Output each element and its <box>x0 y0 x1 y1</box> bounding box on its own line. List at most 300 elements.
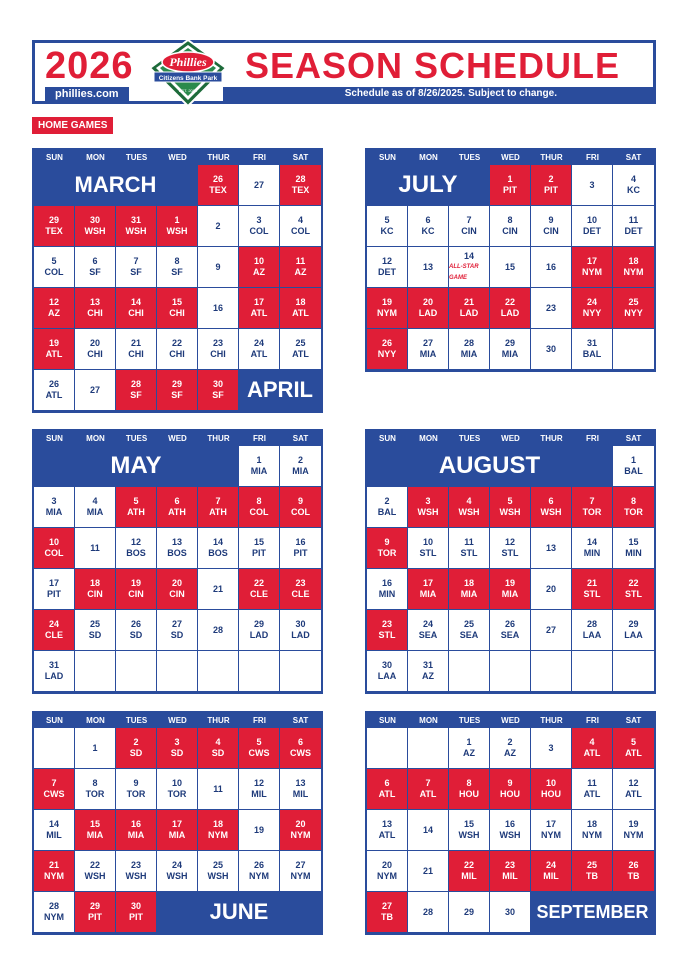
weekday-label: SAT <box>625 153 642 162</box>
calendar-aug <box>365 429 656 694</box>
weekday-label: TUES <box>458 153 481 162</box>
day-number: 6 <box>297 737 303 747</box>
day-cell <box>157 528 198 569</box>
month-label: MAY <box>34 446 238 486</box>
weekday-label: SAT <box>625 434 642 443</box>
home-game-cell <box>280 165 321 206</box>
day-cell <box>239 446 280 487</box>
opponent: LAD <box>500 308 520 318</box>
opponent: BAL <box>624 466 643 476</box>
day-number: 3 <box>174 737 180 747</box>
home-game-cell <box>157 569 198 610</box>
weekday-label: MON <box>86 434 105 443</box>
opponent: ATL <box>419 789 437 799</box>
weekday-label: SUN <box>379 153 396 162</box>
opponent: ATH <box>127 507 145 517</box>
home-game-cell <box>157 370 198 411</box>
day-cell <box>367 810 408 851</box>
day-number: 11 <box>587 778 597 788</box>
opponent: LAD <box>44 671 64 681</box>
opponent: TOR <box>167 789 187 799</box>
opponent: MIA <box>501 349 519 359</box>
opponent: NYM <box>44 912 64 922</box>
day-number: 5 <box>51 256 57 266</box>
day-number: 2 <box>133 737 139 747</box>
day-number: 23 <box>381 619 392 629</box>
day-number: 9 <box>548 215 554 225</box>
weekday-label: MON <box>86 153 105 162</box>
opponent: SF <box>212 390 224 400</box>
calendar-mar-apr <box>32 148 323 413</box>
opponent: NYM <box>623 830 644 840</box>
day-number: 27 <box>171 619 182 629</box>
opponent: MIA <box>419 589 437 599</box>
home-games-legend: HOME GAMES <box>32 117 113 134</box>
calendar-jul <box>365 148 656 372</box>
day-number: 3 <box>548 742 554 753</box>
day-number: 5 <box>507 496 513 506</box>
day-number: 16 <box>381 578 392 588</box>
opponent: MIN <box>625 548 642 558</box>
day-cell <box>408 892 449 933</box>
day-number: 11 <box>213 783 223 794</box>
day-number: 21 <box>586 578 597 588</box>
opponent: LAD <box>249 630 269 640</box>
day-cell <box>449 329 490 370</box>
day-number: 28 <box>130 379 141 389</box>
opponent: SD <box>88 630 102 640</box>
opponent: LAA <box>377 671 397 681</box>
day-number: 9 <box>297 496 303 506</box>
day-number: 22 <box>171 338 182 348</box>
day-number: 4 <box>297 215 303 225</box>
day-number: 17 <box>171 819 182 829</box>
day-number: 16 <box>212 302 223 313</box>
day-cell <box>449 528 490 569</box>
home-game-cell <box>75 288 116 329</box>
day-cell <box>116 247 157 288</box>
page-title: SEASON SCHEDULE <box>245 45 621 86</box>
opponent: COL <box>44 548 64 558</box>
day-cell <box>75 851 116 892</box>
opponent: MIN <box>583 548 601 558</box>
day-cell <box>449 206 490 247</box>
opponent: WSH <box>540 507 562 517</box>
home-game-cell <box>198 728 239 769</box>
schedule-subtitle: Schedule as of 8/26/2025. Subject to change. <box>344 88 557 99</box>
opponent: STL <box>460 548 478 558</box>
day-number: 25 <box>89 619 100 629</box>
day-number: 26 <box>253 860 264 870</box>
day-number: 6 <box>548 496 554 506</box>
day-number: 15 <box>628 537 639 547</box>
empty-day-cell <box>75 651 116 692</box>
opponent: KC <box>380 226 394 236</box>
day-number: 4 <box>215 737 221 747</box>
day-number: 21 <box>48 860 59 870</box>
home-game-cell <box>116 810 157 851</box>
opponent: NYM <box>377 871 397 881</box>
opponent: SD <box>129 630 143 640</box>
day-number: 24 <box>171 860 182 870</box>
day-number: 24 <box>253 338 264 348</box>
opponent: BAL <box>582 349 602 359</box>
day-number: 24 <box>586 297 597 307</box>
month-label: MARCH <box>34 165 197 205</box>
weekday-header <box>367 431 654 446</box>
day-cell <box>198 288 239 329</box>
opponent: WSH <box>166 871 188 881</box>
opponent: LAD <box>418 308 438 318</box>
day-number: 26 <box>48 379 59 389</box>
opponent: BOS <box>167 548 187 558</box>
day-number: 31 <box>422 660 433 670</box>
day-cell <box>280 610 321 651</box>
day-cell <box>531 206 572 247</box>
opponent: MIL <box>461 871 477 881</box>
home-game-cell <box>449 487 490 528</box>
day-number: 1 <box>256 455 262 465</box>
empty-day-cell <box>449 651 490 692</box>
day-number: 3 <box>425 496 431 506</box>
opponent: ATH <box>168 507 186 517</box>
opponent: NYM <box>582 267 602 277</box>
day-number: 18 <box>212 819 223 829</box>
day-number: 28 <box>48 901 59 911</box>
weekday-label: FRI <box>253 716 266 725</box>
weekday-header <box>367 713 654 728</box>
weekday-label: SAT <box>292 153 309 162</box>
home-game-cell <box>198 165 239 206</box>
day-number: 3 <box>51 496 57 506</box>
day-number: 19 <box>130 578 141 588</box>
home-game-cell <box>116 206 157 247</box>
svg-text:Citizens Bank Park: Citizens Bank Park <box>158 75 218 82</box>
home-game-cell <box>75 206 116 247</box>
home-game-cell <box>116 728 157 769</box>
day-number: 2 <box>548 174 554 184</box>
opponent: MIA <box>460 349 478 359</box>
opponent: PIT <box>87 912 102 922</box>
home-game-cell <box>408 487 449 528</box>
day-number: 2 <box>297 455 303 465</box>
day-number: 28 <box>586 619 597 629</box>
day-cell <box>572 810 613 851</box>
opponent: CIN <box>502 226 518 236</box>
day-number: 24 <box>422 619 433 629</box>
weekday-label: WED <box>168 153 187 162</box>
day-number: 1 <box>92 742 98 753</box>
empty-day-cell <box>408 728 449 769</box>
weekday-label: SUN <box>379 434 396 443</box>
home-game-cell <box>367 769 408 810</box>
opponent: CHI <box>128 308 144 318</box>
day-cell <box>531 288 572 329</box>
opponent: BOS <box>126 548 146 558</box>
day-number: 8 <box>507 215 513 225</box>
home-game-cell <box>34 851 75 892</box>
weekday-label: SUN <box>46 716 63 725</box>
opponent: HOU <box>541 789 561 799</box>
weekday-label: FRI <box>586 153 599 162</box>
opponent: CHI <box>210 349 226 359</box>
home-game-cell <box>367 892 408 933</box>
day-number: 29 <box>89 901 100 911</box>
day-cell <box>367 487 408 528</box>
day-number: 12 <box>130 537 141 547</box>
day-cell <box>408 206 449 247</box>
opponent: CHI <box>169 349 185 359</box>
day-number: 8 <box>256 496 262 506</box>
home-game-cell <box>613 851 654 892</box>
opponent: PIT <box>502 185 517 195</box>
weekday-header <box>34 150 321 165</box>
month-label: JUNE <box>157 892 321 932</box>
day-number: 18 <box>586 819 597 829</box>
day-cell <box>34 892 75 933</box>
day-number: 25 <box>463 619 474 629</box>
weekday-label: SAT <box>292 434 309 443</box>
weekday-label: TUES <box>458 716 481 725</box>
day-number: 20 <box>381 860 392 870</box>
calendar-grid <box>34 165 321 411</box>
day-number: 14 <box>212 537 223 547</box>
opponent: COL <box>291 226 310 236</box>
day-cell <box>490 610 531 651</box>
day-number: 8 <box>174 256 180 266</box>
opponent: SEA <box>459 630 479 640</box>
day-number: 28 <box>295 174 306 184</box>
weekday-header <box>34 431 321 446</box>
opponent: MIA <box>501 589 519 599</box>
weekday-label: MON <box>419 716 438 725</box>
day-cell <box>490 247 531 288</box>
day-number: 21 <box>463 297 474 307</box>
day-cell <box>116 329 157 370</box>
day-number: 30 <box>89 215 100 225</box>
home-game-cell <box>367 610 408 651</box>
home-game-cell <box>490 851 531 892</box>
home-game-cell <box>34 610 75 651</box>
home-game-cell <box>449 569 490 610</box>
day-number: 7 <box>425 778 431 788</box>
day-number: 22 <box>628 578 639 588</box>
day-cell <box>490 810 531 851</box>
month-label: SEPTEMBER <box>531 892 654 932</box>
day-cell <box>572 206 613 247</box>
day-number: 4 <box>466 496 472 506</box>
opponent: COL <box>44 267 64 277</box>
home-game-cell <box>572 288 613 329</box>
opponent: MIA <box>45 507 63 517</box>
opponent: DET <box>378 267 396 277</box>
home-game-cell <box>198 370 239 411</box>
weekday-label: SUN <box>379 716 396 725</box>
home-game-cell <box>490 165 531 206</box>
home-game-cell <box>34 769 75 810</box>
opponent: MIL <box>502 871 518 881</box>
day-number: 31 <box>130 215 141 225</box>
day-cell <box>239 769 280 810</box>
day-number: 19 <box>504 578 515 588</box>
opponent: COL <box>249 226 269 236</box>
opponent: SF <box>130 390 142 400</box>
opponent: NYY <box>377 349 397 359</box>
day-cell <box>408 528 449 569</box>
day-number: 7 <box>466 215 472 225</box>
opponent: MIA <box>419 349 437 359</box>
opponent: MIA <box>168 830 186 840</box>
day-cell <box>239 810 280 851</box>
opponent: SEA <box>418 630 438 640</box>
day-cell <box>572 329 613 370</box>
opponent: ATL <box>45 349 63 359</box>
opponent: LAA <box>624 630 643 640</box>
opponent: ATL <box>378 789 396 799</box>
opponent: ATL <box>583 789 601 799</box>
day-cell <box>280 851 321 892</box>
empty-day-cell <box>198 651 239 692</box>
day-number: 16 <box>545 261 556 272</box>
empty-day-cell <box>531 651 572 692</box>
day-cell <box>490 728 531 769</box>
day-cell <box>613 165 654 206</box>
day-cell <box>367 851 408 892</box>
weekday-label: FRI <box>253 153 266 162</box>
weekday-label: TUES <box>125 434 148 443</box>
day-number: 30 <box>545 343 556 354</box>
day-number: 9 <box>507 778 513 788</box>
day-cell <box>157 769 198 810</box>
home-game-cell <box>116 487 157 528</box>
home-game-cell <box>239 728 280 769</box>
home-game-cell <box>280 487 321 528</box>
day-number: 29 <box>463 906 474 917</box>
weekday-label: THUR <box>207 716 230 725</box>
empty-day-cell <box>490 651 531 692</box>
opponent: STL <box>378 630 396 640</box>
day-number: 6 <box>384 778 390 788</box>
day-cell <box>239 528 280 569</box>
day-number: 28 <box>212 624 223 635</box>
opponent: ATL <box>292 308 309 318</box>
opponent: SF <box>89 267 101 277</box>
day-number: 11 <box>90 542 100 553</box>
home-game-cell <box>490 769 531 810</box>
day-cell <box>531 528 572 569</box>
opponent: NYM <box>377 308 397 318</box>
day-number: 25 <box>295 338 306 348</box>
day-cell <box>572 610 613 651</box>
day-number: 17 <box>48 578 59 588</box>
opponent: AZ <box>48 308 60 318</box>
day-number: 13 <box>295 778 306 788</box>
day-number: 23 <box>130 860 141 870</box>
home-game-cell <box>157 288 198 329</box>
day-cell <box>198 206 239 247</box>
svg-text:Phillies: Phillies <box>169 55 207 69</box>
home-game-cell <box>198 810 239 851</box>
day-cell <box>239 165 280 206</box>
home-game-cell <box>75 892 116 933</box>
day-number: 21 <box>422 865 433 876</box>
day-cell <box>572 528 613 569</box>
day-cell <box>367 569 408 610</box>
opponent: MIL <box>46 830 62 840</box>
day-number: 14 <box>463 250 474 261</box>
day-number: 22 <box>463 860 474 870</box>
opponent: COL <box>291 507 310 517</box>
opponent: ATL <box>625 789 642 799</box>
day-number: 18 <box>89 578 100 588</box>
opponent: TOR <box>85 789 105 799</box>
day-number: 7 <box>215 496 221 506</box>
opponent: HOU <box>500 789 520 799</box>
opponent: NYM <box>541 830 561 840</box>
home-game-cell <box>449 288 490 329</box>
day-number: 6 <box>425 215 431 225</box>
opponent: NYM <box>44 871 64 881</box>
day-cell <box>34 370 75 411</box>
day-cell <box>198 247 239 288</box>
empty-day-cell <box>572 651 613 692</box>
home-game-cell <box>116 892 157 933</box>
day-number: 9 <box>384 537 390 547</box>
day-cell <box>490 206 531 247</box>
day-number: 7 <box>133 256 139 266</box>
empty-day-cell <box>239 651 280 692</box>
day-cell <box>75 247 116 288</box>
day-cell <box>613 446 654 487</box>
day-cell <box>280 206 321 247</box>
day-cell <box>613 810 654 851</box>
day-cell <box>75 329 116 370</box>
day-number: 26 <box>130 619 141 629</box>
day-number: 30 <box>130 901 141 911</box>
weekday-label: SAT <box>292 716 309 725</box>
day-number: 5 <box>630 737 636 747</box>
opponent: KC <box>421 226 435 236</box>
opponent: BOS <box>208 548 228 558</box>
opponent: AZ <box>253 267 265 277</box>
empty-day-cell <box>280 651 321 692</box>
opponent: AZ <box>463 748 475 758</box>
home-game-cell <box>408 769 449 810</box>
opponent: MIA <box>86 507 104 517</box>
day-number: 25 <box>212 860 223 870</box>
opponent: STL <box>583 589 601 599</box>
day-cell <box>531 728 572 769</box>
day-cell <box>367 247 408 288</box>
day-number: 22 <box>504 297 515 307</box>
opponent: CWS <box>290 748 311 758</box>
weekday-label: WED <box>501 434 520 443</box>
day-number: 19 <box>628 819 639 829</box>
day-number: 4 <box>92 496 98 506</box>
home-game-cell <box>367 288 408 329</box>
home-game-cell <box>449 769 490 810</box>
day-number: 14 <box>130 297 141 307</box>
day-number: 30 <box>295 619 306 629</box>
home-game-cell <box>280 247 321 288</box>
day-number: 20 <box>89 338 100 348</box>
opponent: AZ <box>294 267 307 277</box>
day-cell <box>449 610 490 651</box>
day-cell <box>34 810 75 851</box>
home-game-cell <box>572 247 613 288</box>
opponent: WSH <box>458 830 480 840</box>
day-number: 2 <box>215 220 221 231</box>
